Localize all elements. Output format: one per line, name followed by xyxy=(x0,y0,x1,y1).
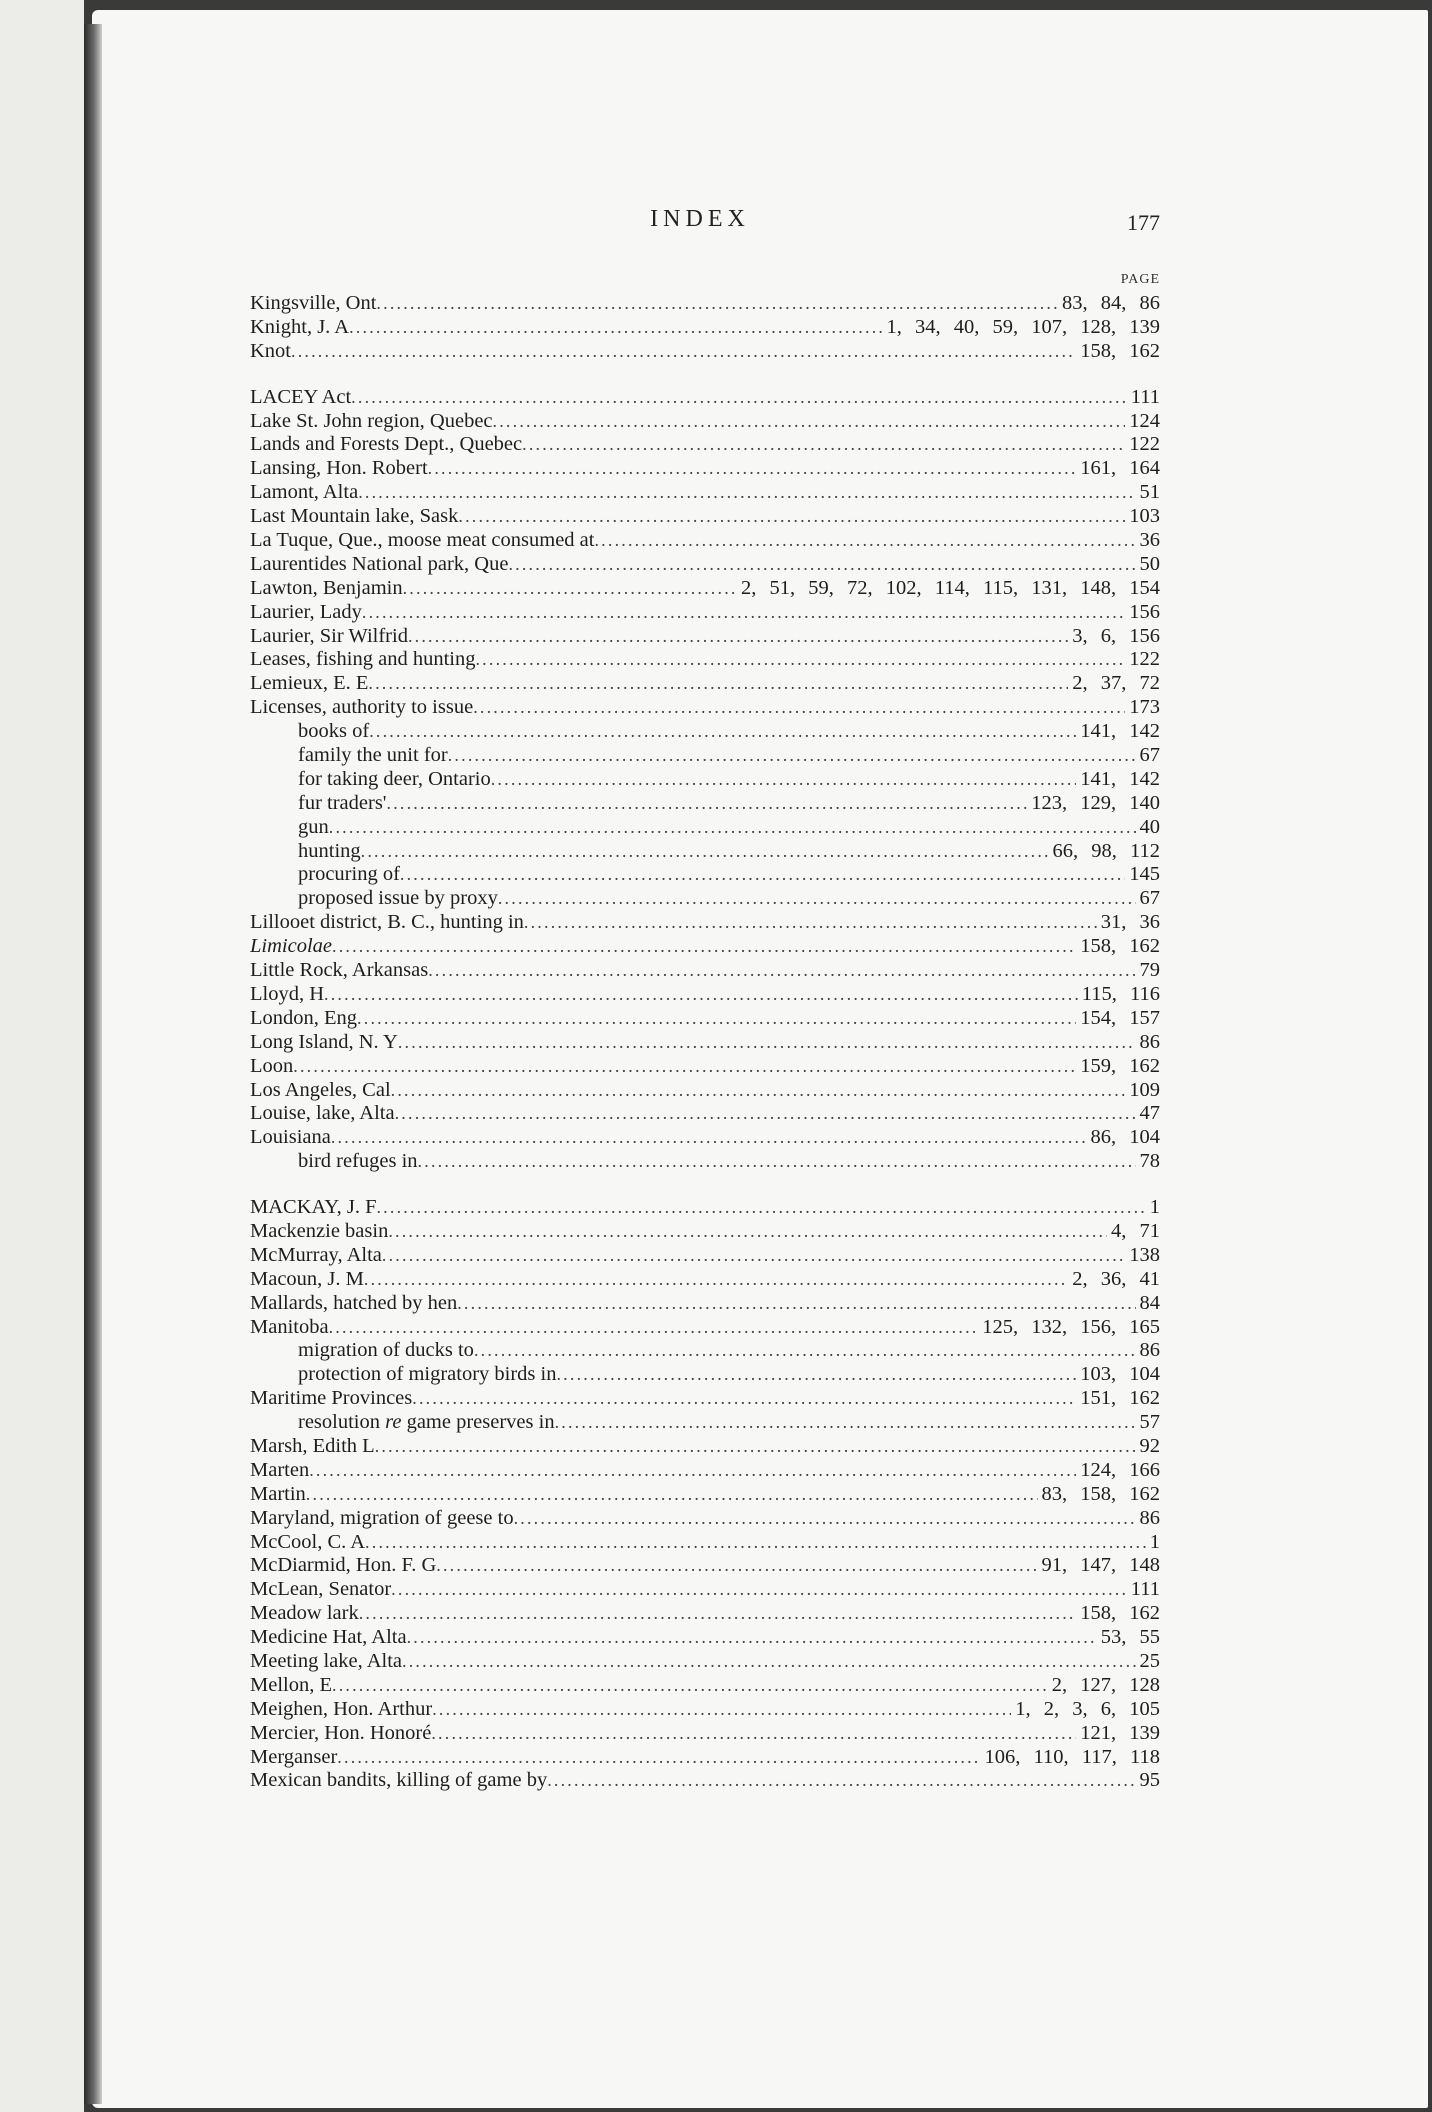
index-entry: Maritime Provinces ..... 151, 162 xyxy=(250,1387,1160,1411)
index-subentry: books of ..... 141, 142 xyxy=(250,720,1160,744)
index-subentry: bird refuges in ..... 78 xyxy=(250,1150,1160,1174)
index-entry: Laurier, Lady ..... 156 xyxy=(250,601,1160,625)
index-entry: London, Eng ..... 154, 157 xyxy=(250,1007,1160,1031)
index-entry: Meadow lark ..... 158, 162 xyxy=(250,1602,1160,1626)
index-entry: Martin ..... 83, 158, 162 xyxy=(250,1483,1160,1507)
index-entry: Lemieux, E. E ..... 2, 37, 72 xyxy=(250,672,1160,696)
index-entry: Mercier, Hon. Honoré ..... 121, 139 xyxy=(250,1722,1160,1746)
index-entry: Last Mountain lake, Sask ..... 103 xyxy=(250,505,1160,529)
index-subentry: hunting ..... 66, 98, 112 xyxy=(250,840,1160,864)
index-entry: Lawton, Benjamin ..... 2, 51, 59, 72, 102, 114, 115, 131, 148, 154 xyxy=(250,577,1160,601)
page-number: 177 xyxy=(1127,210,1160,235)
index-entry: Laurier, Sir Wilfrid ..... 3, 6, 156 xyxy=(250,625,1160,649)
index-subentry: gun ..... 40 xyxy=(250,816,1160,840)
index-entry: Lillooet district, B. C., hunting in ..... 31, 36 xyxy=(250,911,1160,935)
index-subentry: fur traders' ..... 123, 129, 140 xyxy=(250,792,1160,816)
index-entry: Mellon, E ..... 2, 127, 128 xyxy=(250,1674,1160,1698)
index-entry: Laurentides National park, Que ..... 50 xyxy=(250,553,1160,577)
index-entry: Leases, fishing and hunting ..... 122 xyxy=(250,648,1160,672)
index-entry: Louisiana ..... 86, 104 xyxy=(250,1126,1160,1150)
index-subentry: resolution re game preserves in ..... 57 xyxy=(250,1411,1160,1435)
page-column-label: PAGE xyxy=(1120,272,1160,287)
index-entry: Little Rock, Arkansas ..... 79 xyxy=(250,959,1160,983)
index-entry: Kingsville, Ont ..... 83, 84, 86 xyxy=(250,292,1160,316)
running-head: INDEX xyxy=(650,206,750,232)
index-subentry: for taking deer, Ontario ..... 141, 142 xyxy=(250,768,1160,792)
index-entry: Mexican bandits, killing of game by ..... 95 xyxy=(250,1769,1160,1793)
index-entry: McDiarmid, Hon. F. G ..... 91, 147, 148 xyxy=(250,1554,1160,1578)
index-entry: Louise, lake, Alta ..... 47 xyxy=(250,1102,1160,1126)
index-subentry: family the unit for ..... 67 xyxy=(250,744,1160,768)
index-entry: MACKAY, J. F ..... 1 xyxy=(250,1196,1160,1220)
index-entry: McMurray, Alta ..... 138 xyxy=(250,1244,1160,1268)
index-entry: Long Island, N. Y ..... 86 xyxy=(250,1031,1160,1055)
index-entry: Macoun, J. M ..... 2, 36, 41 xyxy=(250,1268,1160,1292)
index-subentry: proposed issue by proxy ..... 67 xyxy=(250,887,1160,911)
index-entry: Meighen, Hon. Arthur ..... 1, 2, 3, 6, 105 xyxy=(250,1698,1160,1722)
index-entry: Licenses, authority to issue ..... 173 xyxy=(250,696,1160,720)
index-entry: Marten ..... 124, 166 xyxy=(250,1459,1160,1483)
index-entry: McLean, Senator ..... 111 xyxy=(250,1578,1160,1602)
index-entry: Lansing, Hon. Robert ..... 161, 164 xyxy=(250,457,1160,481)
index-entry: Knight, J. A ..... 1, 34, 40, 59, 107, 128, 139 xyxy=(250,316,1160,340)
index-subentry: migration of ducks to ..... 86 xyxy=(250,1339,1160,1363)
index-entry: Lloyd, H ..... 115, 116 xyxy=(250,983,1160,1007)
index-entry: Lamont, Alta ..... 51 xyxy=(250,481,1160,505)
index-entry: La Tuque, Que., moose meat consumed at ..... 36 xyxy=(250,529,1160,553)
index-entry: McCool, C. A ..... 1 xyxy=(250,1531,1160,1555)
index-entry: Limicolae ..... 158, 162 xyxy=(250,935,1160,959)
index-entry: Manitoba ..... 125, 132, 156, 165 xyxy=(250,1316,1160,1340)
book-spine xyxy=(84,24,102,2104)
index-entry: Maryland, migration of geese to ..... 86 xyxy=(250,1507,1160,1531)
index-entry: Loon ..... 159, 162 xyxy=(250,1055,1160,1079)
index-entry: Merganser ..... 106, 110, 117, 118 xyxy=(250,1746,1160,1770)
index-entry: Mackenzie basin ..... 4, 71 xyxy=(250,1220,1160,1244)
index-entry: Mallards, hatched by hen ..... 84 xyxy=(250,1292,1160,1316)
index-entry: Medicine Hat, Alta ..... 53, 55 xyxy=(250,1626,1160,1650)
index-subentry: protection of migratory birds in ..... 103, 104 xyxy=(250,1363,1160,1387)
index-entry: Lands and Forests Dept., Quebec ..... 122 xyxy=(250,433,1160,457)
facing-page-edge xyxy=(0,0,84,2112)
index-entry: Marsh, Edith L ..... 92 xyxy=(250,1435,1160,1459)
index-entry: Knot ..... 158, 162 xyxy=(250,340,1160,364)
index-subentry: procuring of ..... 145 xyxy=(250,863,1160,887)
index-entry: Lake St. John region, Quebec ..... 124 xyxy=(250,410,1160,434)
index-entry: Los Angeles, Cal ..... 109 xyxy=(250,1079,1160,1103)
index-entry: LACEY Act ..... 111 xyxy=(250,386,1160,410)
index-list xyxy=(250,292,1160,1793)
index-entry: Meeting lake, Alta ..... 25 xyxy=(250,1650,1160,1674)
